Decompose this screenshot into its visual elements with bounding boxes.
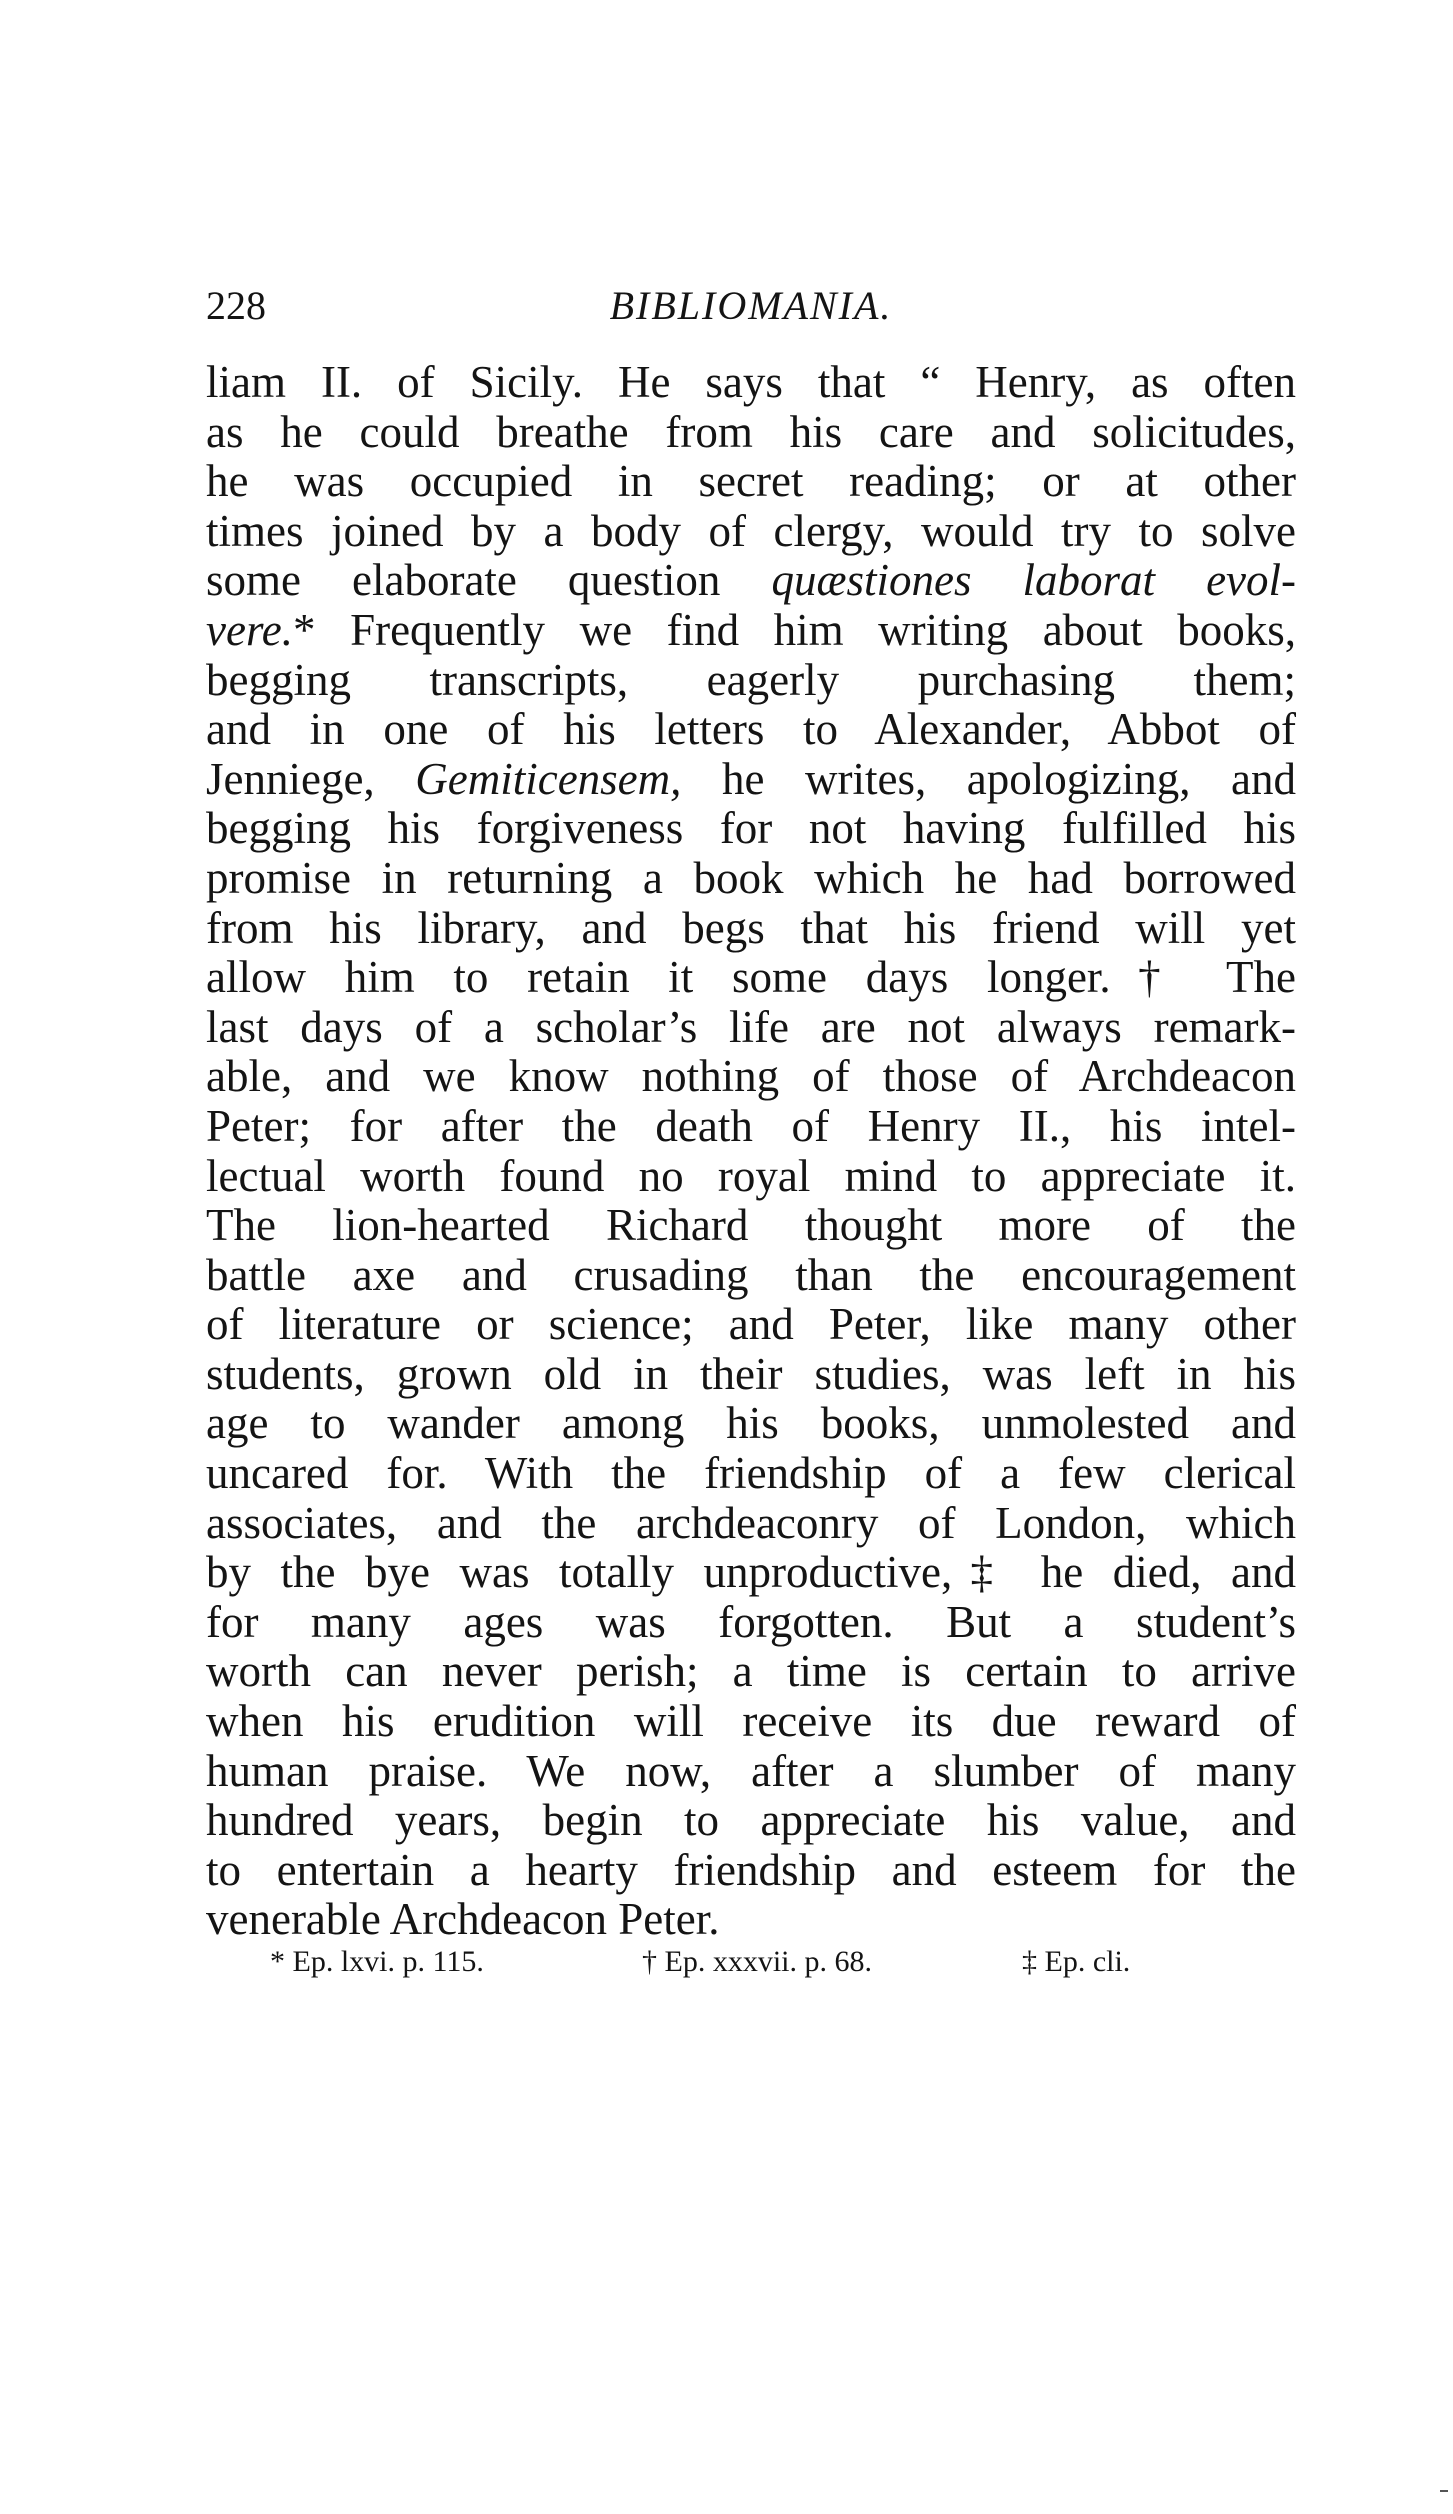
text-line: to entertain a hearty friendship and esteem for the <box>206 1844 1296 1895</box>
text-line: able, and we know nothing of those of Archdeacon <box>206 1051 1296 1102</box>
text-segment: Jenniege, <box>206 753 416 804</box>
latin-name: Gemiticensem, <box>415 753 682 804</box>
footnote-2: † Ep. xxxvii. p. 68. <box>642 1945 872 1978</box>
text-segment: Frequently we find him writing about books, <box>315 604 1296 655</box>
page-number: 228 <box>206 283 266 328</box>
footnote-1: * Ep. lxvi. p. 115. <box>270 1945 484 1978</box>
running-header <box>206 278 1296 334</box>
text-line: hundred years, begin to appreciate his value, and <box>206 1795 1296 1846</box>
text-line: uncared for. With the friendship of a few clerical <box>206 1448 1296 1499</box>
text-line: when his erudition will receive its due reward of <box>206 1696 1296 1747</box>
text-segment: some elaborate question <box>206 555 772 606</box>
running-title: BIBLIOMANIA. <box>609 283 893 328</box>
text-line: students, grown old in their studies, was left in his <box>206 1348 1296 1399</box>
text-line: The lion-hearted Richard thought more of the <box>206 1200 1296 1251</box>
text-line: by the bye was totally unproductive,‡ he died, and <box>206 1547 1296 1598</box>
text-line: times joined by a body of clergy, would try to solve <box>206 505 1296 556</box>
text-line: human praise. We now, after a slumber of many <box>206 1745 1296 1796</box>
text-line: from his library, and begs that his friend will yet <box>206 902 1296 953</box>
text-line: battle axe and crusading than the encouragement <box>206 1249 1296 1300</box>
text-line: of literature or science; and Peter, like many other <box>206 1299 1296 1350</box>
text-line <box>206 556 1296 606</box>
scan-edge-mark <box>1440 2490 1448 2492</box>
text-line: last days of a scholar’s life are not always remark- <box>206 1001 1296 1052</box>
text-line <box>206 755 1296 805</box>
text-line <box>206 606 1296 656</box>
footnotes <box>270 1940 1270 1984</box>
text-line: associates, and the archdeaconry of London, which <box>206 1497 1296 1548</box>
body-text <box>206 358 1296 1945</box>
text-line: promise in returning a book which he had borrowed <box>206 852 1296 903</box>
text-line: and in one of his letters to Alexander, Abbot of <box>206 704 1296 755</box>
text-line: lectual worth found no royal mind to appreciate it. <box>206 1150 1296 1201</box>
text-line: he was occupied in secret reading; or at other <box>206 456 1296 507</box>
text-line: venerable Archdeacon Peter. <box>206 1894 720 1945</box>
text-segment: he writes, apologizing, and <box>681 753 1297 804</box>
text-line: as he could breathe from his care and solicitudes, <box>206 406 1296 457</box>
footnote-ref-star: * <box>293 604 316 655</box>
text-line: begging transcripts, eagerly purchasing them; <box>206 654 1296 705</box>
text-line: worth can never perish; a time is certain to arrive <box>206 1646 1296 1697</box>
latin-phrase: quæstiones laborat evol- <box>771 555 1296 606</box>
text-line: Peter; for after the death of Henry II., his intel- <box>206 1100 1296 1151</box>
footnote-3: ‡ Ep. cli. <box>1022 1945 1131 1978</box>
text-line: for many ages was forgotten. But a student’s <box>206 1596 1296 1647</box>
text-line: age to wander among his books, unmolested and <box>206 1398 1296 1449</box>
text-line: begging his forgiveness for not having fulfilled his <box>206 803 1296 854</box>
text-line: liam II. of Sicily. He says that “ Henry, as often <box>206 357 1296 407</box>
latin-phrase-continued: vere. <box>206 604 294 655</box>
text-line: allow him to retain it some days longer.† The <box>206 952 1296 1003</box>
